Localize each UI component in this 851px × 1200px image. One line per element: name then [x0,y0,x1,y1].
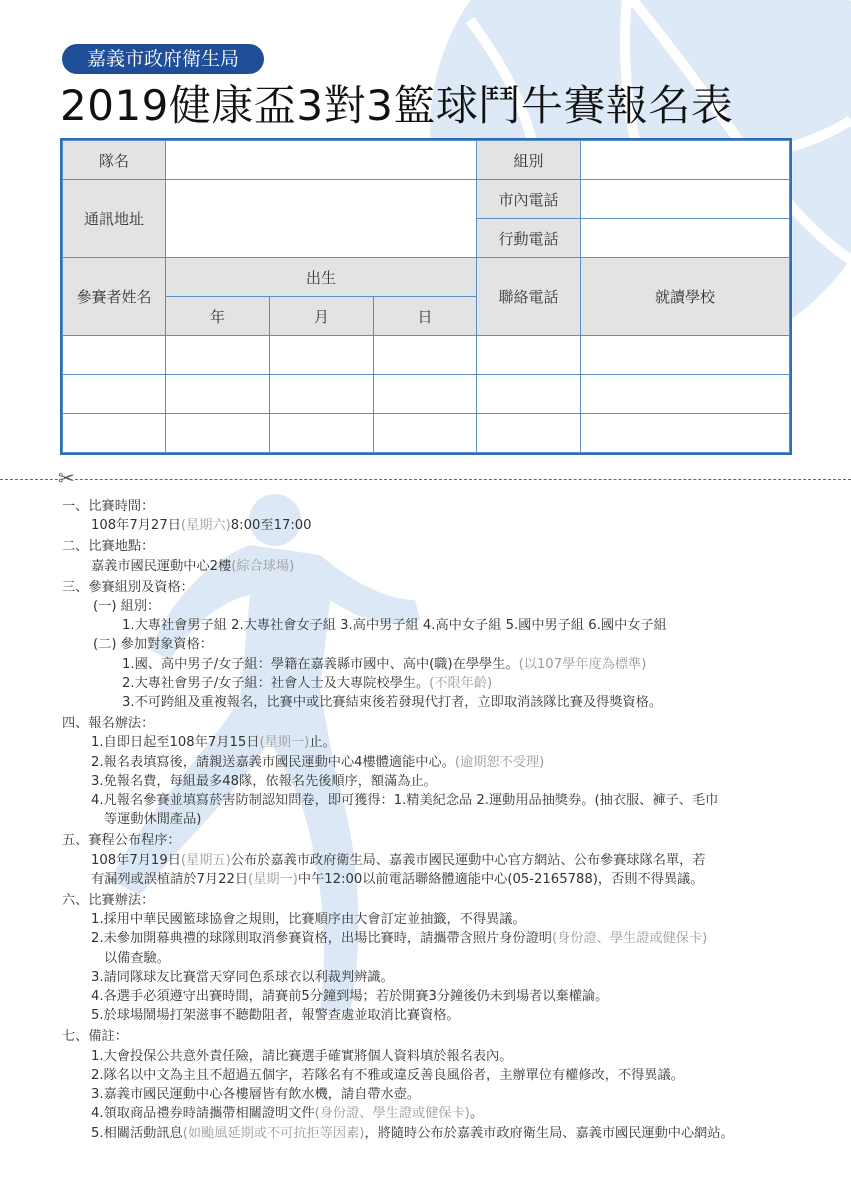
group-list: 1.大專社會男子組 2.大專社會女子組 3.高中男子組 4.高中女子組 5.國中男子組 6.國中女子組 [122,618,667,634]
birth-day-label: 日 [374,297,477,336]
list-item: 5.於球場鬧場打架滋事不聽勸阻者，報警查處並取消比賽資格。 [91,1008,460,1024]
item-note: (星期一) [248,871,298,887]
birth-year-field[interactable] [166,336,270,375]
list-item: 1.採用中華民國籃球協會之規則，比賽順序由大會訂定並抽籤，不得異議。 [91,912,526,928]
item-text: 中午12:00以前電話聯絡體適能中心(05-2165788)，否則不得異議。 [297,871,704,887]
time-text: 8:00至17:00 [230,518,312,534]
participant-row [63,375,790,414]
item-note: (星期一) [259,735,310,751]
school-label: 就讀學校 [581,258,790,336]
list-item: 1.大會投保公共意外責任險，請比賽選手確實將個人資料填於報名表內。 [91,1048,513,1064]
section-text [62,870,792,889]
item-note: (如颱風延期或不可抗拒等因素) [182,1125,365,1141]
list-item [62,1104,792,1123]
home-phone-field[interactable] [581,180,790,219]
list-item [62,929,792,948]
section-heading: 六、比賽辦法： [62,893,155,909]
birth-year-field[interactable] [166,414,270,453]
list-item [62,733,792,752]
item-text: 2.大專社會男子/女子組：社會人士及大專院校學生。 [122,675,430,691]
contact-phone-label: 聯絡電話 [477,258,581,336]
section-schedule [62,831,792,889]
birth-day-field[interactable] [374,414,477,453]
list-item [62,1124,792,1143]
participant-row [63,336,790,375]
address-field[interactable] [166,180,477,258]
item-text: 1.自即日起至108年7月15日 [91,735,260,751]
section-heading: 五、賽程公布程序： [62,833,181,849]
item-note: (星期五) [180,852,231,868]
section-heading: 四、報名辦法： [62,716,155,732]
school-field[interactable] [581,336,790,375]
rules-section [62,497,792,1145]
item-note: (不限年齡) [429,675,493,691]
contact-phone-field[interactable] [477,414,581,453]
list-item [62,753,792,772]
participant-name-field[interactable] [63,375,166,414]
group-label: 組別 [477,141,581,180]
section-heading: 二、比賽地點： [62,539,155,555]
cut-line [0,479,851,480]
weekday-note: (星期六) [180,518,231,534]
school-field[interactable] [581,375,790,414]
item-note: (以107學年度為標準) [518,656,647,672]
participant-name-field[interactable] [63,336,166,375]
item-text: 1.國、高中男子/女子組：學籍在嘉義縣市國中、高中(職)在學學生。 [122,656,519,672]
section-heading: 一、比賽時間： [62,499,155,514]
date-text: 108年7月27日 [91,518,181,534]
section-heading: 七、備註： [62,1029,128,1045]
birth-month-label: 月 [270,297,374,336]
section-text [62,516,792,535]
team-name-label: 隊名 [63,141,166,180]
item-text: 2.報名表填寫後，請親送嘉義市國民運動中心4樓體適能中心。 [91,754,455,770]
birth-month-field[interactable] [270,375,374,414]
contact-phone-field[interactable] [477,336,581,375]
list-item [62,655,792,674]
mobile-phone-field[interactable] [581,219,790,258]
section-remarks [62,1027,792,1142]
participant-name-label: 參賽者姓名 [63,258,166,336]
location-text: 嘉義市國民運動中心2樓 [91,558,232,574]
birth-day-field[interactable] [374,336,477,375]
item-text: 5.相關活動訊息 [91,1125,183,1141]
home-phone-label: 市內電話 [477,180,581,219]
item-note: (身份證、學生證或健保卡) [551,931,708,947]
section-eligibility [62,578,792,712]
section-rules [62,891,792,1025]
item-text: 2.未參加開幕典禮的球隊則取消參賽資格，出場比賽時，請攜帶含照片身份證明 [91,931,552,947]
list-item-continuation: 等運動休閒產品) [104,812,202,828]
subheading: (二) 參加對象資格： [93,637,213,653]
list-item: 3.不可跨組及重複報名，比賽中或比賽結束後若發現代打者，立即取消該隊比賽及得獎資格。 [122,695,663,711]
list-item: 4.各選手必須遵守出賽時間，請賽前5分鐘到場；若於開賽3分鐘後仍未到場者以棄權論。 [91,989,609,1005]
section-time [62,497,792,535]
birth-label: 出生 [166,258,477,297]
list-item: 4.凡報名參賽並填寫菸害防制認知問卷，即可獲得：1.精美紀念品 2.運動用品抽獎券。(抽衣服、褲子、毛巾 [91,793,719,809]
list-item: 3.免報名費，每組最多48隊，依報名先後順序，額滿為止。 [91,773,437,789]
address-label: 通訊地址 [63,180,166,258]
birth-month-field[interactable] [270,414,374,453]
page-title: 2019健康盃3對3籃球鬥牛賽報名表 [60,81,734,130]
birth-day-field[interactable] [374,375,477,414]
contact-phone-field[interactable] [477,375,581,414]
list-item [62,674,792,693]
group-field[interactable] [581,141,790,180]
item-text: 有漏列或誤植請於7月22日 [91,871,249,887]
section-text [62,557,792,576]
section-location [62,537,792,575]
list-item: 3.嘉義市國民運動中心各樓層皆有飲水機，請自帶水壺。 [91,1087,421,1103]
participant-row [63,414,790,453]
section-text [62,851,792,870]
birth-month-field[interactable] [270,336,374,375]
birth-year-field[interactable] [166,375,270,414]
section-heading: 三、參賽組別及資格： [62,579,194,595]
organizer-badge: 嘉義市政府衛生局 [62,44,264,74]
section-registration [62,714,792,829]
team-name-field[interactable] [166,141,477,180]
participant-name-field[interactable] [63,414,166,453]
item-text: 公布於嘉義市政府衛生局、嘉義市國民運動中心官方網站、公布參賽球隊名單，若 [230,852,706,868]
item-text: ，將隨時公布於嘉義市政府衛生局、嘉義市國民運動中心網站。 [364,1125,734,1141]
subheading: (一) 組別： [93,599,161,615]
location-note: (綜合球場) [231,558,295,574]
item-note: (身份證、學生證或健保卡) [314,1106,470,1122]
scissors-icon: ✂ [58,466,75,490]
mobile-phone-label: 行動電話 [477,219,581,258]
item-text: 4.領取商品禮券時請攜帶相關證明文件 [91,1106,315,1122]
list-item: 3.請同隊球友比賽當天穿同色系球衣以利裁判辨識。 [91,969,394,985]
item-note: (逾期恕不受理) [454,754,545,770]
item-text: 止。 [309,735,336,751]
item-text: 。 [469,1106,484,1122]
school-field[interactable] [581,414,790,453]
registration-form-table [62,140,790,453]
birth-year-label: 年 [166,297,270,336]
list-item-continuation: 以備查驗。 [104,950,170,966]
item-text: 108年7月19日 [91,852,181,868]
list-item: 2.隊名以中文為主且不超過五個字，若隊名有不雅或違反善良風俗者，主辦單位有權修改，不得異議。 [91,1067,684,1083]
